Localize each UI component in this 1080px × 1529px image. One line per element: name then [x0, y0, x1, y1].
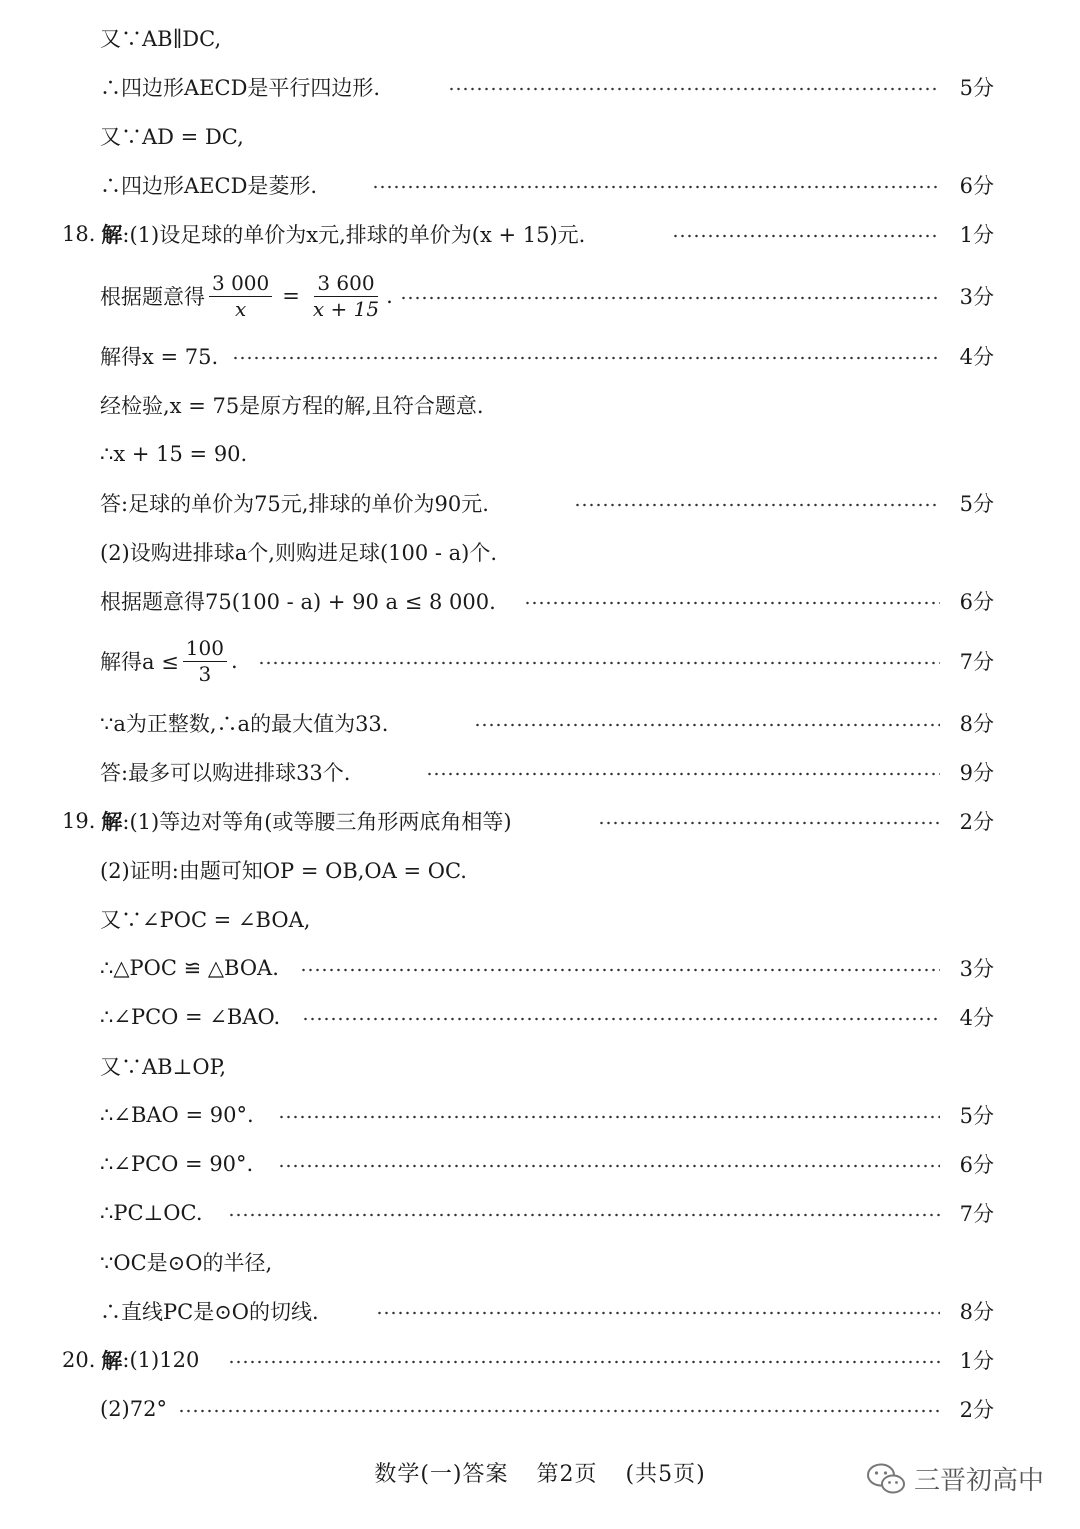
line-body: :(1)等边对等角(或等腰三角形两底角相等) — [122, 810, 512, 834]
line-text: ∴四边形AECD是平行四边形. — [100, 76, 381, 100]
score-label: 2分 — [959, 1398, 994, 1422]
score-label: 2分 — [959, 810, 994, 834]
line-text: ∴∠BAO = 90°. — [100, 1103, 254, 1127]
line-body: :(1)120 — [122, 1348, 200, 1372]
answer-line — [0, 946, 1080, 990]
line-text: ∴△POC ≌ △BOA. — [100, 956, 279, 980]
line-text: (2)设购进排球a个,则购进足球(100 - a)个. — [100, 541, 498, 565]
answer-line — [0, 579, 1080, 623]
line-text: ∴∠PCO = ∠BAO. — [100, 1005, 281, 1029]
fraction-numerator: 3 600 — [314, 271, 377, 297]
fraction — [310, 271, 382, 322]
question-number: 20. — [62, 1348, 96, 1372]
line-text: ∵OC是⊙O的半径, — [100, 1251, 273, 1275]
leader-dots — [400, 295, 940, 301]
leader-dots — [474, 722, 940, 728]
answer-line — [0, 799, 1080, 843]
line-text: 又∵AD = DC, — [100, 125, 244, 149]
answer-line — [0, 632, 1080, 690]
wechat-icon — [866, 1462, 906, 1496]
fraction-numerator: 100 — [183, 636, 227, 662]
fraction — [209, 271, 272, 322]
score-label: 5分 — [959, 1104, 994, 1128]
leader-dots — [300, 967, 940, 973]
line-text: 答:最多可以购进排球33个. — [100, 761, 351, 785]
score-label: 6分 — [959, 1153, 994, 1177]
leader-dots — [178, 1408, 940, 1414]
line-text: 又∵AB∥DC, — [100, 27, 222, 51]
line-text: (2)72° — [100, 1397, 167, 1421]
answer-line — [0, 114, 1080, 158]
line-body: . — [386, 284, 393, 308]
footer-page: 第2页 — [536, 1461, 598, 1487]
leader-dots — [376, 1310, 940, 1316]
line-text: ∵a为正整数,∴a的最大值为33. — [100, 712, 389, 736]
answer-line — [0, 1240, 1080, 1284]
answer-line — [0, 16, 1080, 60]
line-text: ∴x + 15 = 90. — [100, 442, 248, 466]
answer-line — [0, 432, 1080, 476]
line-text: (2)证明:由题可知OP = OB,OA = OC. — [100, 859, 467, 883]
line-text: ∴四边形AECD是菱形. — [100, 174, 318, 198]
score-label: 1分 — [959, 223, 994, 247]
score-label: 5分 — [959, 76, 994, 100]
leader-dots — [278, 1114, 940, 1120]
leader-dots — [228, 1212, 940, 1218]
fraction-denominator: x + 15 — [312, 296, 380, 321]
answer-line — [0, 163, 1080, 207]
score-label: 3分 — [959, 285, 994, 309]
score-label: 7分 — [959, 650, 994, 674]
line-body: 解得a ≤ — [100, 650, 179, 674]
fraction-denominator: 3 — [198, 661, 212, 686]
line-text: 又∵AB⊥OP, — [100, 1055, 227, 1079]
answer-line — [0, 1044, 1080, 1088]
score-label: 4分 — [959, 1006, 994, 1030]
line-body: :(1)设足球的单价为x元,排球的单价为(x + 15)元. — [122, 223, 586, 247]
line-text: 解得x = 75. — [100, 345, 219, 369]
answer-line — [0, 65, 1080, 109]
solution-label: 解 — [101, 809, 123, 834]
line-text: ∴直线PC是⊙O的切线. — [100, 1300, 319, 1324]
answer-line — [0, 1191, 1080, 1235]
line-text — [100, 632, 238, 690]
line-body: . — [230, 649, 238, 673]
leader-dots — [672, 233, 940, 239]
score-label: 5分 — [959, 492, 994, 516]
score-label: 3分 — [959, 957, 994, 981]
answer-line — [0, 212, 1080, 256]
line-text — [62, 799, 512, 843]
answer-line — [0, 383, 1080, 427]
line-text: ∴∠PCO = 90°. — [100, 1152, 254, 1176]
leader-dots — [302, 1016, 940, 1022]
watermark — [866, 1460, 1044, 1497]
watermark-text: 三晋初高中 — [913, 1466, 1044, 1496]
answer-line — [0, 701, 1080, 745]
score-label: 7分 — [959, 1202, 994, 1226]
question-number: 19. — [62, 809, 96, 833]
answer-line — [0, 897, 1080, 941]
leader-dots — [574, 502, 940, 508]
score-label: 6分 — [959, 590, 994, 614]
question-number: 18. — [62, 222, 96, 246]
score-label: 9分 — [959, 761, 994, 785]
answer-line — [0, 848, 1080, 892]
line-text — [62, 212, 585, 256]
score-label: 8分 — [959, 1300, 994, 1324]
footer-total: (共5页) — [625, 1461, 706, 1487]
leader-dots — [372, 184, 940, 190]
score-label: 4分 — [959, 345, 994, 369]
line-text — [100, 266, 393, 326]
score-label: 1分 — [959, 1349, 994, 1373]
answer-line — [0, 481, 1080, 525]
answer-line — [0, 750, 1080, 794]
line-body: 根据题意得 — [100, 285, 205, 309]
leader-dots — [228, 1359, 940, 1365]
answer-line — [0, 1093, 1080, 1137]
line-text: 答:足球的单价为75元,排球的单价为90元. — [100, 492, 489, 516]
line-text: 又∵∠POC = ∠BOA, — [100, 908, 311, 932]
answer-line — [0, 1142, 1080, 1186]
fraction-numerator: 3 000 — [209, 271, 272, 297]
answer-line — [0, 334, 1080, 378]
score-label: 8分 — [959, 712, 994, 736]
answer-line — [0, 266, 1080, 326]
equals-sign: = — [282, 284, 300, 308]
leader-dots — [232, 355, 940, 361]
score-label: 6分 — [959, 174, 994, 198]
answer-line — [0, 1289, 1080, 1333]
line-text: 经检验,x = 75是原方程的解,且符合题意. — [100, 394, 484, 418]
answer-line — [0, 1387, 1080, 1431]
solution-label: 解 — [101, 1348, 123, 1373]
footer-subject: 数学(一)答案 — [374, 1461, 509, 1487]
leader-dots — [258, 660, 940, 666]
answer-line — [0, 1338, 1080, 1382]
fraction — [183, 636, 227, 687]
answer-line — [0, 995, 1080, 1039]
leader-dots — [598, 820, 940, 826]
fraction-denominator: x — [234, 296, 247, 321]
leader-dots — [426, 771, 940, 777]
line-text — [62, 1338, 199, 1382]
leader-dots — [278, 1163, 940, 1169]
answer-line — [0, 530, 1080, 574]
line-text: 根据题意得75(100 - a) + 90 a ≤ 8 000. — [100, 590, 496, 614]
solution-label: 解 — [101, 222, 123, 247]
line-text: ∴PC⊥OC. — [100, 1201, 203, 1225]
leader-dots — [448, 86, 940, 92]
leader-dots — [524, 600, 940, 606]
